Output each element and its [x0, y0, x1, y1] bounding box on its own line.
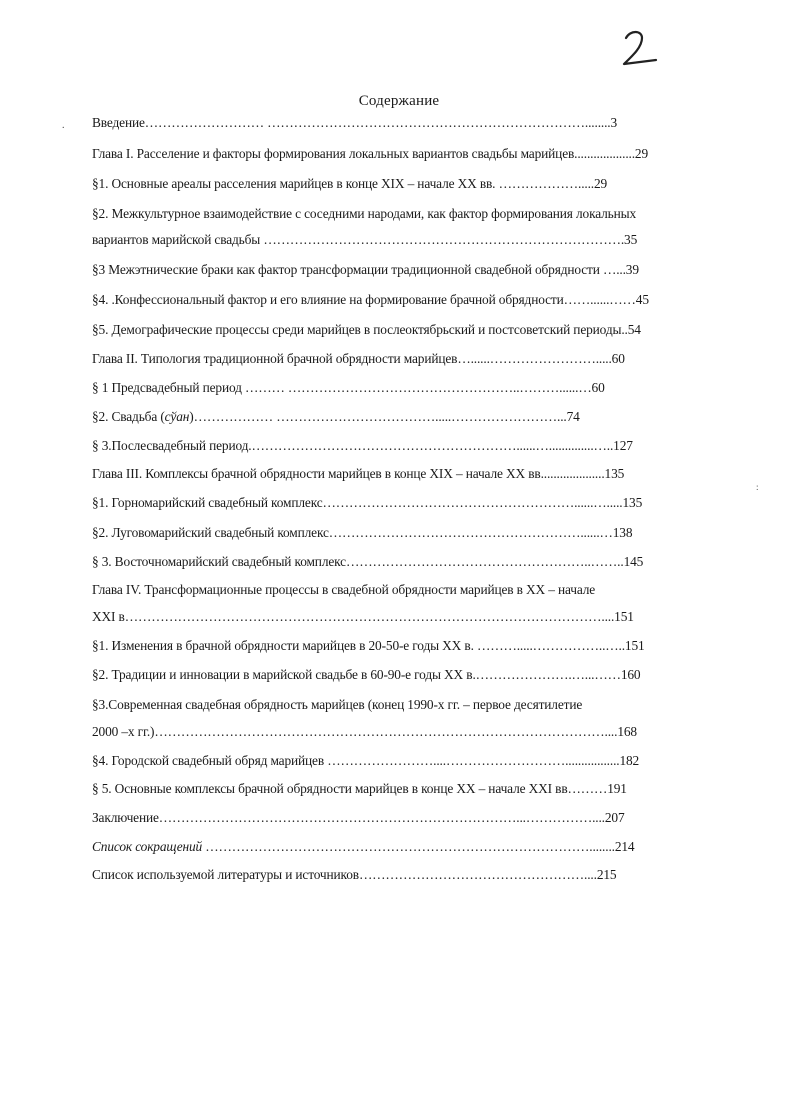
toc-entry-4-2: §2. Традиции и инновации в марийской свадьбе в 60-90-е годы XX в.………………….…...……160 [92, 667, 641, 682]
toc-entry-abbreviations: Список сокращений ……………………………………………………………………………........214 [92, 839, 635, 854]
toc-entry-2-2: §2. Свадьба (сўан)……………… ……………………………….....……………………...74 [92, 409, 580, 424]
margin-dot: . [62, 120, 65, 131]
toc-entry-4-3-continued: 2000 –х гг.)…………………………………………………………………………………………....168 [92, 724, 637, 739]
toc-entry-2-3: § 3.Послесвадебный период.……………………………………………………......…..............…..127 [92, 438, 633, 453]
toc-entry-1-1: §1. Основные ареалы расселения марийцев в конце XIX – начале XX вв. ……………….....29 [92, 176, 608, 191]
toc-entry-3-1: §1. Горномарийский свадебный комплекс…………………………………………………......….....135 [92, 495, 643, 510]
toc-entry-4-1: §1. Изменения в брачной обрядности марийцев в 20-50-е годы XX в. ……….....……………..…..151 [92, 638, 645, 653]
toc-entry-introduction: Введение……………………… ………………………………………………………………........3 [92, 115, 618, 130]
toc-entry-1-2-continued: вариантов марийской свадьбы ……………………………………………………………………….35 [92, 232, 638, 247]
toc-entry-4-3: §3.Современная свадебная обрядность марийцев (конец 1990-х гг. – первое десятилетие [92, 697, 583, 712]
toc-entry-4-5: § 5. Основные комплексы брачной обрядности марийцев в конце XX – начале XXI вв………191 [92, 781, 627, 796]
toc-entry-conclusion: Заключение………………………………………………………………………...……………....207 [92, 810, 625, 825]
toc-entry-4-4: §4. Городской свадебный обряд марийцев ……………………....……………………….................182 [92, 753, 640, 768]
toc-entry-bibliography: Список используемой литературы и источников……………………………………………....215 [92, 867, 617, 882]
toc-entry-1-2: §2. Межкультурное взаимодействие с соседними народами, как фактор формирования локальных [92, 206, 637, 221]
toc-entry-chapter-1: Глава I. Расселение и факторы формирования локальных вариантов свадьбы марийцев...................29 [92, 146, 649, 161]
toc-entry-3-3: § 3. Восточномарийский свадебный комплекс………………………………………………..……..145 [92, 554, 644, 569]
toc-entry-3-2: §2. Луговомарийский свадебный комплекс…………………………………………………......…138 [92, 525, 633, 540]
toc-entry-chapter-4: Глава IV. Трансформационные процессы в свадебной обрядности марийцев в XX – начале [92, 582, 596, 597]
toc-entry-1-5: §5. Демографические процессы среди марийцев в послеоктябрьский и постсоветский периоды..54 [92, 322, 641, 337]
toc-entry-chapter-4-continued: XXI в………………………………………………………………………………………………....151 [92, 609, 634, 624]
margin-colon: : [756, 482, 759, 492]
toc-entry-1-4: §4. .Конфессиональный фактор и его влияние на формирование брачной обрядности……......……45 [92, 292, 649, 307]
toc-entry-1-3: §3 Межэтнические браки как фактор трансформации традиционной свадебной обрядности …...39 [92, 262, 639, 277]
toc-title: Содержание [358, 93, 440, 109]
toc-entry-chapter-2: Глава II. Типология традиционной брачной обрядности марийцев…......…………………….....60 [92, 351, 625, 366]
toc-entry-2-1: § 1 Предсвадебный период ……… ……………………………………………..………......…60 [92, 380, 605, 395]
toc-entry-chapter-3: Глава III. Комплексы брачной обрядности марийцев в конце XIX – начале XX вв....................135 [92, 466, 625, 481]
